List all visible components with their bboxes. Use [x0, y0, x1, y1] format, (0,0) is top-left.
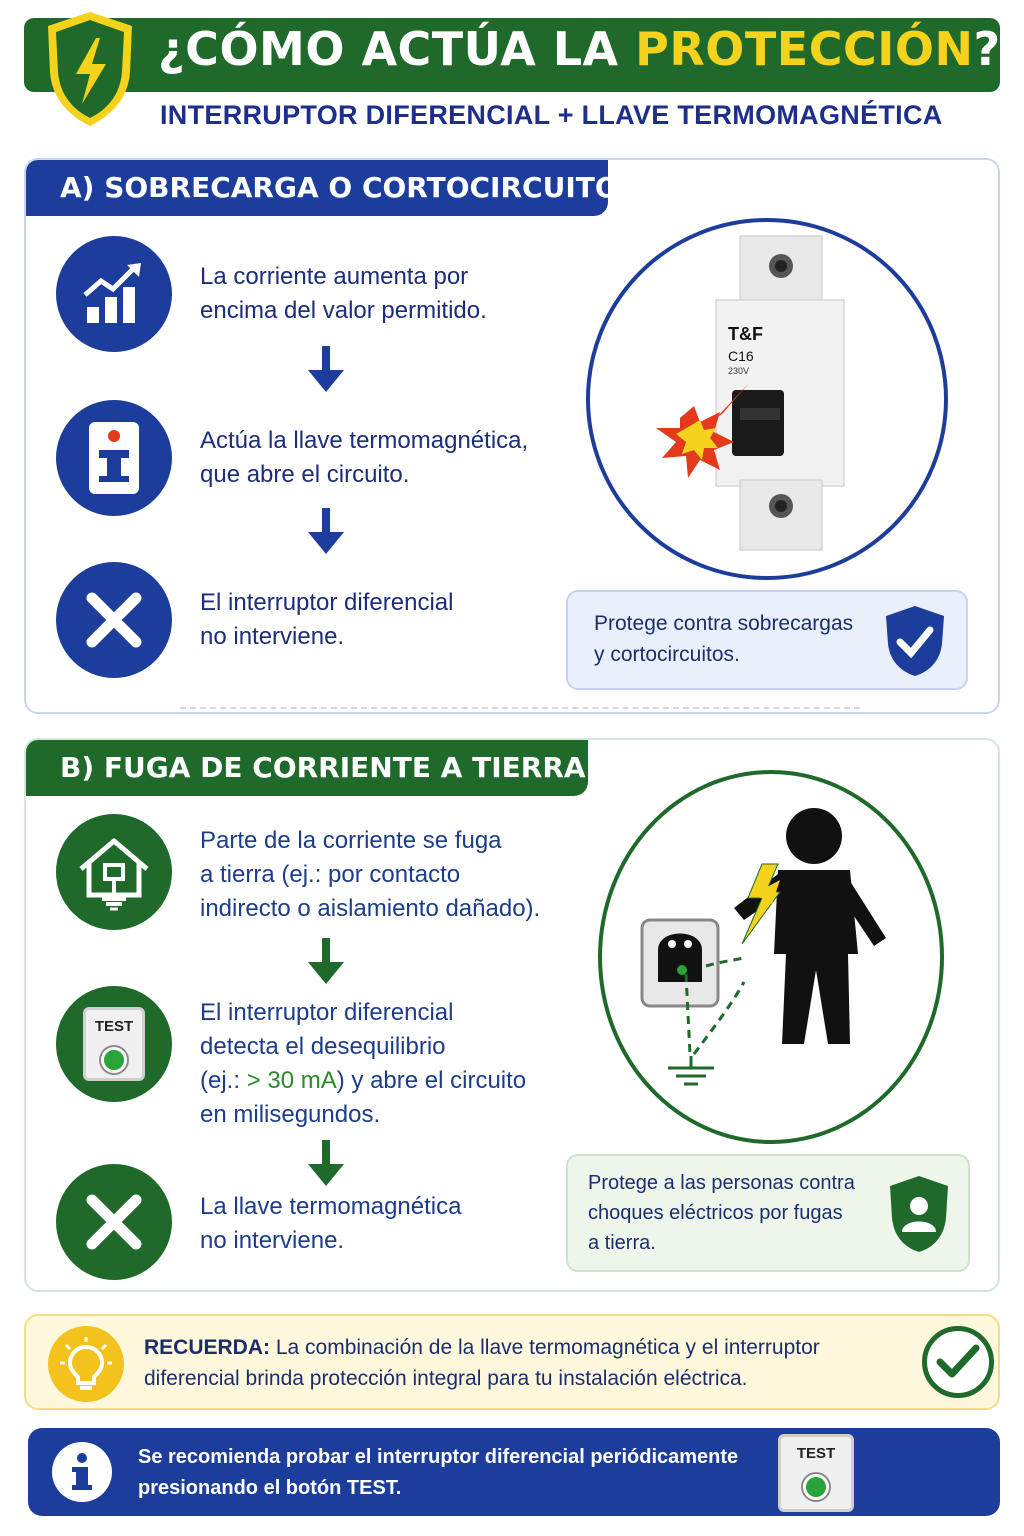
info-box-b: [566, 1154, 970, 1272]
info-box-a: [566, 590, 968, 690]
test-button-graphic: [83, 1007, 145, 1081]
divider: [180, 707, 860, 709]
step-b1-text: Parte de la corriente se fuga a tierra (ej.: por contacto indirecto o aislamiento dañado).: [200, 827, 541, 922]
house-ground-icon: [56, 814, 172, 930]
title-highlight: PROTECCIÓN: [635, 22, 974, 76]
breaker-brand: T&F: [728, 324, 763, 344]
test-green-dot: [803, 1474, 829, 1500]
chart-up-icon: [56, 236, 172, 352]
threshold-highlight: > 30 mA: [246, 1067, 337, 1094]
step-b2-text: El interruptor diferencial detecta el desequilibrio (ej.: > 30 mA) y abre el circuito en milisegundos.: [200, 999, 527, 1128]
section-a-tag: A) SOBRECARGA O CORTOCIRCUITO: [26, 160, 608, 216]
step-a2-text: Actúa la llave termomagnética, que abre el circuito.: [200, 427, 529, 488]
test-button-label: TEST: [94, 1018, 134, 1035]
breaker-voltage: 230V: [728, 366, 750, 376]
breaker-model: C16: [728, 348, 754, 364]
step-a1-text: La corriente aumenta por encima del valor permitido.: [200, 263, 487, 324]
info-b-text: Protege a las personas contra choques eléctricos por fugas a tierra.: [588, 1172, 855, 1254]
arrow-down-icon: [306, 938, 346, 984]
x-icon: [56, 562, 172, 678]
page-subtitle: INTERRUPTOR DIFERENCIAL + LLAVE TERMOMAGNÉTICA: [160, 100, 943, 130]
page-title: ¿CÓMO ACTÚA LA PROTECCIÓN?: [158, 22, 1001, 76]
arrow-down-icon: [306, 346, 346, 392]
shield-person-icon: [884, 1172, 954, 1256]
arrow-down-icon: [306, 1140, 346, 1186]
shield-check-icon: [880, 602, 950, 678]
breaker-icon: [56, 400, 172, 516]
lightbulb-icon: [48, 1326, 124, 1402]
x-icon: [56, 1164, 172, 1280]
test-button-graphic: [778, 1434, 854, 1512]
step-b3-text: La llave termomagnética no interviene.: [200, 1193, 462, 1254]
step-a3-text: El interruptor diferencial no interviene.: [200, 589, 454, 650]
test-button-icon: [56, 986, 172, 1102]
arrow-down-icon: [306, 508, 346, 554]
reminder-label: RECUERDA:: [144, 1336, 270, 1359]
check-circle-icon: [922, 1326, 994, 1398]
info-a-text: Protege contra sobrecargas y cortocircuitos.: [594, 612, 854, 666]
breaker-illustration: [586, 218, 948, 580]
shield-lightning-icon: [42, 8, 138, 130]
shock-illustration: [598, 770, 944, 1144]
footer-text: Se recomienda probar el interruptor diferencial periódicamente presionando el botón TEST.: [138, 1446, 739, 1499]
footer-bar: [28, 1428, 1000, 1516]
reminder-text: RECUERDA: La combinación de la llave termomagnética y el interruptor diferencial brinda protección integral para tu instalación eléctrica.: [144, 1336, 820, 1390]
test-green-dot: [101, 1047, 127, 1073]
section-b-tag: B) FUGA DE CORRIENTE A TIERRA: [26, 740, 588, 796]
info-icon: [52, 1442, 112, 1502]
test-button-label: TEST: [796, 1445, 836, 1462]
reminder-box: [24, 1314, 1000, 1410]
